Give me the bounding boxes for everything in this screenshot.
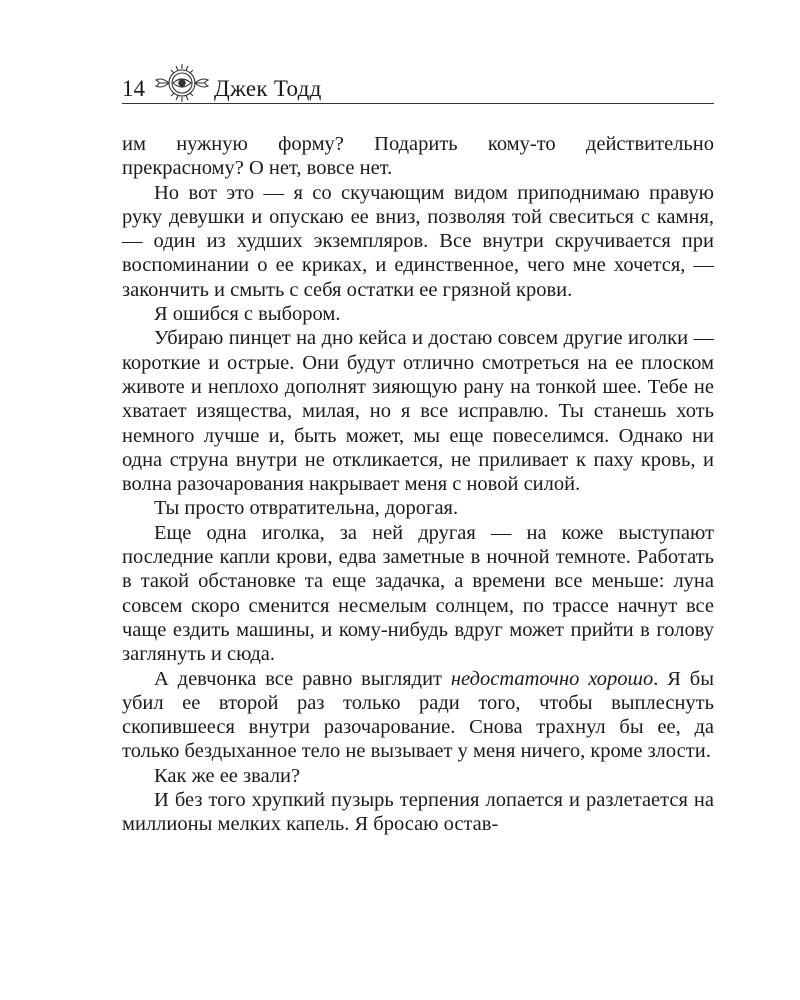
page-number: 14 xyxy=(122,76,145,101)
paragraph-text: А девчонка все равно выглядит xyxy=(154,667,451,690)
italic-emphasis: недостаточно хорошо xyxy=(450,667,654,690)
ornamental-eye-emblem-icon xyxy=(154,62,210,104)
paragraph xyxy=(122,667,714,764)
body-text xyxy=(122,132,714,837)
header-rule xyxy=(122,103,714,104)
paragraph: им нужную форму? Подарить кому-то действительно прекрасному? О нет, вовсе нет. xyxy=(122,133,714,180)
paragraph: Но вот это — я со скучающим видом приподнимаю правую руку девушки и опускаю ее вниз, позволяя той свеситься с камня, — один из худших экземпляров. Все внутри скручивается при воспоминании о ее криках, и единственное, чего мне хочется, — закончить и смыть с себя остатки ее грязной крови. xyxy=(122,181,714,301)
paragraph: И без того хрупкий пузырь терпения лопается и разлетается на миллионы мелких капель. Я бросаю остав- xyxy=(122,789,714,836)
paragraph: Убираю пинцет на дно кейса и достаю совсем другие иголки — короткие и острые. Они будут отлично смотреться на ее плоском животе и неплохо дополнят зияющую рану на тонкой шее. Тебе не хватает изящества, милая, но я все исправлю. Ты станешь хоть немного лучше и, быть может, мы еще повеселимся. Однако ни одна струна внутри не откликается, не приливает к паху кровь, и волна разочарования накрывает меня с новой силой. xyxy=(122,327,714,496)
paragraph: Я ошибся с выбором. xyxy=(154,303,341,326)
paragraph-text: . Я бы убил ее второй раз только ради того, чтобы выплеснуть скопившееся внутри разочарование. Снова трахнул бы ее, да только бездыханное тело не вызывает у меня ничего, кроме злости. xyxy=(122,667,714,763)
paragraph: Ты просто отвратительна, дорогая. xyxy=(154,497,459,520)
paragraph: Еще одна иголка, за ней другая — на коже выступают последние капли крови, едва заметные в ночной темноте. Работать в такой обстановке та еще задачка, а времени все меньше: луна совсем скоро сменится несмелым солнцем, по трассе начнут все чаще ездить машины, и кому-нибудь вдруг может прийти в голову заглянуть и сюда. xyxy=(122,521,714,666)
author-name: Джек Тодд xyxy=(214,76,322,101)
running-header xyxy=(122,62,714,106)
paragraph: Как же ее звали? xyxy=(154,764,301,787)
